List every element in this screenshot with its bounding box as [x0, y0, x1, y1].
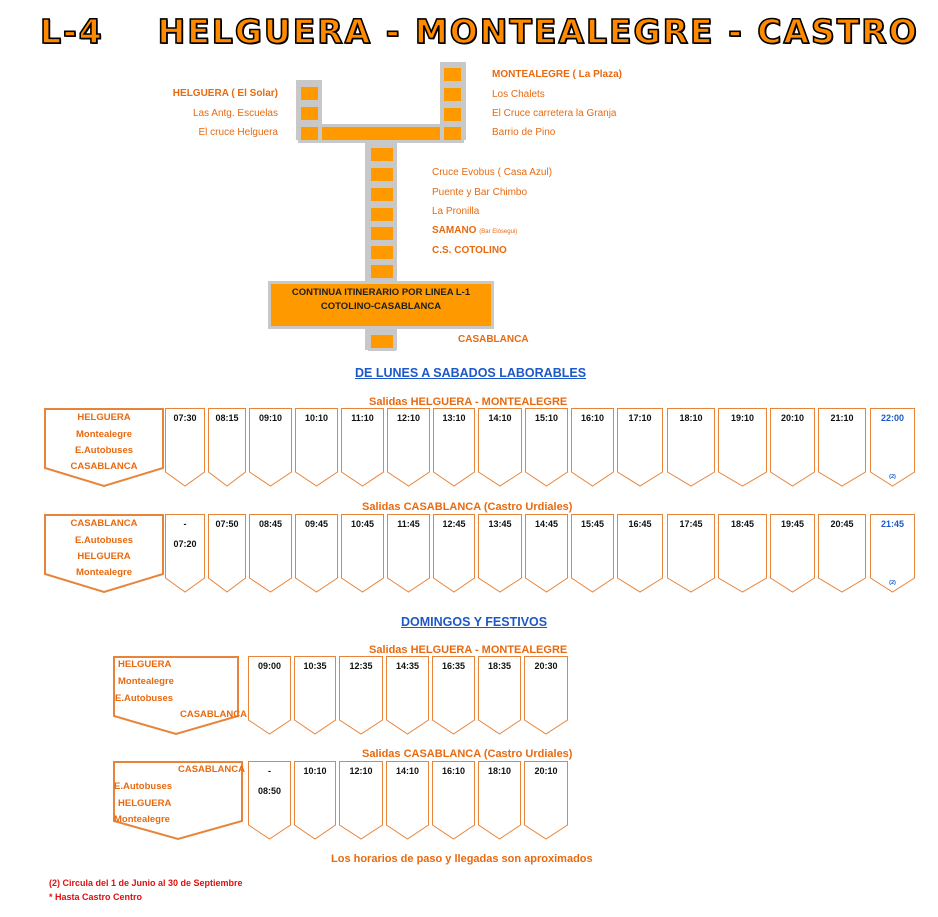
departure-time: 07:20	[173, 539, 197, 549]
departure-time: 11:10	[351, 413, 374, 423]
departure-time-cell	[818, 408, 866, 490]
departure-time-cell	[339, 761, 383, 843]
departure-time-cell	[248, 761, 291, 843]
departure-time-cell	[387, 408, 430, 490]
stop-puente-chimbo: Puente y Bar Chimbo	[432, 187, 528, 198]
departure-time: 16:45	[628, 519, 652, 529]
departure-time-cell	[294, 656, 336, 738]
departure-time: 14:10	[488, 413, 512, 423]
label-line: E.Autobuses	[74, 535, 134, 546]
weekday-out-subhead: Salidas HELGUERA - MONTEALEGRE	[369, 396, 568, 408]
departure-time: 14:45	[534, 519, 559, 529]
departure-time: 12:35	[349, 661, 373, 671]
departure-time: 17:45	[679, 519, 703, 529]
departure-time: 21:45	[880, 519, 905, 529]
stop-marker	[368, 243, 396, 262]
departure-time-cell	[478, 408, 522, 490]
label-line: HELGUERA	[77, 412, 131, 423]
departure-time-cell	[249, 514, 292, 596]
stop-montealegre-plaza: MONTEALEGRE ( La Plaza)	[492, 69, 623, 80]
departure-time: 09:00	[257, 661, 282, 671]
stop-marker	[298, 124, 321, 143]
label-line: HELGUERA	[77, 551, 131, 562]
departure-time-cell	[770, 408, 815, 490]
label-line: E.Autobuses	[114, 781, 173, 792]
weekday-back-subhead: Salidas CASABLANCA (Castro Urdiales)	[362, 501, 573, 513]
departure-time-cell	[341, 514, 384, 596]
departure-time-cell	[667, 408, 715, 490]
stop-los-chalets: Los Chalets	[492, 89, 545, 100]
departure-time: 16:10	[580, 413, 605, 423]
stop-marker	[368, 205, 396, 224]
stop-marker	[368, 224, 396, 243]
label-line: E.Autobuses	[115, 693, 174, 704]
departure-time: 18:10	[487, 766, 512, 776]
departure-time: 18:10	[679, 413, 703, 423]
departure-time-cell	[524, 761, 568, 843]
continua-line1: CONTINUA ITINERARIO POR LINEA L-1	[291, 287, 471, 298]
label-line: E.Autobuses	[74, 445, 134, 456]
departure-time: 12:45	[442, 519, 466, 529]
departure-time-cell	[249, 408, 292, 490]
departure-time: 08:15	[215, 413, 239, 423]
departure-time-cell	[617, 408, 663, 490]
departure-time: 18:45	[730, 519, 755, 529]
departure-time-cell	[386, 656, 429, 738]
departure-time: -	[268, 766, 271, 776]
stop-antiguas-escuelas: Las Antg. Escuelas	[192, 108, 278, 119]
departure-time: 13:10	[442, 413, 466, 423]
departure-time-cell	[165, 514, 205, 596]
seasonal-note-marker: (2)	[889, 474, 896, 480]
footnote-castro-centro: * Hasta Castro Centro	[49, 892, 143, 902]
departure-time: 18:35	[487, 661, 512, 671]
stop-marker	[368, 332, 396, 351]
stop-samano	[432, 225, 517, 238]
departure-time-cell	[524, 656, 568, 738]
departure-time: 11:45	[397, 519, 420, 529]
departure-time-cell	[165, 408, 205, 490]
departure-time-cell	[870, 514, 915, 596]
stop-marker	[441, 124, 464, 143]
departure-time: 14:35	[395, 661, 420, 671]
departure-time-cell	[339, 656, 383, 738]
stop-list-label	[44, 408, 164, 490]
departure-time: 21:10	[830, 413, 854, 423]
label-line: HELGUERA	[118, 659, 172, 670]
departure-time: 12:10	[349, 766, 373, 776]
samano-note: (Bar Elósegui)	[479, 229, 518, 235]
stop-marker	[368, 145, 396, 164]
departure-time-cell	[432, 761, 475, 843]
departure-time-cell	[341, 408, 384, 490]
stop-cruce-helguera: El cruce Helguera	[198, 127, 278, 138]
stop-cruce-evobus: Cruce Evobus ( Casa Azul)	[432, 167, 553, 178]
departure-time: 07:50	[215, 519, 239, 529]
departure-time: 13:45	[488, 519, 512, 529]
samano-label: SAMANO	[432, 225, 477, 236]
departure-time-cell	[870, 408, 915, 490]
departure-time-cell	[478, 514, 522, 596]
stop-marker	[298, 104, 321, 123]
departure-time: 22:00	[880, 413, 905, 423]
departure-time: 20:45	[830, 519, 854, 529]
departure-time: 07:30	[173, 413, 197, 423]
departure-time: 16:35	[441, 661, 466, 671]
label-line: CASABLANCA	[70, 461, 138, 472]
stop-marker	[298, 84, 321, 103]
label-line: CASABLANCA	[177, 764, 245, 775]
departure-time-cell	[478, 656, 521, 738]
continua-line2: COTOLINO-CASABLANCA	[320, 301, 442, 312]
stop-casablanca: CASABLANCA	[458, 334, 529, 345]
departure-time: 20:10	[534, 766, 558, 776]
departure-time: 14:10	[395, 766, 420, 776]
departure-time: 16:10	[441, 766, 466, 776]
stop-list-label	[113, 656, 247, 738]
departure-time: 19:10	[730, 413, 755, 423]
holiday-heading: DOMINGOS Y FESTIVOS	[401, 615, 548, 629]
label-line: Montealegre	[114, 814, 170, 825]
stop-marker	[368, 165, 396, 184]
departure-time: -	[183, 519, 187, 529]
departure-time-cell	[208, 408, 246, 490]
departure-time: 19:45	[780, 519, 805, 529]
departure-time: 15:45	[580, 519, 605, 529]
departure-time-cell	[433, 514, 475, 596]
stop-cs-cotolino: C.S. COTOLINO	[432, 245, 507, 256]
departure-time-cell	[248, 656, 291, 738]
weekday-heading: DE LUNES A SABADOS LABORABLES	[355, 366, 587, 380]
label-line: CASABLANCA	[179, 709, 247, 720]
departure-time: 10:10	[303, 766, 327, 776]
departure-time-cell	[770, 514, 815, 596]
departure-time: 20:30	[534, 661, 558, 671]
departure-time-cell	[571, 408, 614, 490]
departure-time-cell	[433, 408, 475, 490]
line-title: L-4 HELGUERA - MONTEALEGRE - CASTRO	[40, 12, 919, 51]
continua-box	[268, 281, 494, 329]
departure-time-cell	[295, 514, 338, 596]
departure-time: 15:10	[534, 413, 559, 423]
stop-list-label	[44, 514, 164, 596]
stop-marker	[441, 85, 464, 104]
departure-time-cell	[818, 514, 866, 596]
label-line: Montealegre	[76, 567, 132, 578]
departure-time: 08:50	[257, 786, 282, 796]
departure-time-cell	[386, 761, 429, 843]
stop-marker	[441, 105, 464, 124]
label-line: HELGUERA	[118, 798, 172, 809]
stop-la-pronilla: La Pronilla	[432, 206, 480, 217]
departure-time-cell	[295, 408, 338, 490]
connector-bar	[319, 124, 443, 143]
holiday-back-subhead: Salidas CASABLANCA (Castro Urdiales)	[362, 748, 573, 760]
departure-time-cell	[525, 514, 568, 596]
holiday-out-subhead: Salidas HELGUERA - MONTEALEGRE	[369, 644, 568, 656]
departure-time-cell	[478, 761, 521, 843]
departure-time-cell	[718, 514, 767, 596]
departure-time-cell	[667, 514, 715, 596]
seasonal-note-marker: (2)	[889, 580, 896, 586]
departure-time: 20:10	[780, 413, 805, 423]
footnote-seasonal: (2) Circula del 1 de Junio al 30 de Septiembre	[49, 878, 243, 888]
departure-time: 08:45	[258, 519, 283, 529]
stop-marker	[368, 262, 396, 281]
departure-time-cell	[571, 514, 614, 596]
label-line: Montealegre	[118, 676, 174, 687]
departure-time: 10:35	[303, 661, 327, 671]
departure-time: 12:10	[396, 413, 421, 423]
departure-time-cell	[294, 761, 336, 843]
label-line: Montealegre	[76, 429, 132, 440]
departure-time-cell	[387, 514, 430, 596]
departure-time-cell	[617, 514, 663, 596]
departure-time: 09:10	[258, 413, 283, 423]
stop-barrio-pino: Barrio de Pino	[492, 127, 556, 138]
departure-time: 09:45	[304, 519, 329, 529]
departure-time-cell	[432, 656, 475, 738]
departure-time-cell	[525, 408, 568, 490]
stop-marker	[368, 185, 396, 204]
label-line: CASABLANCA	[70, 518, 138, 529]
departure-time-cell	[208, 514, 246, 596]
stop-helguera-solar: HELGUERA ( El Solar)	[172, 88, 278, 99]
stop-marker	[441, 65, 464, 84]
departure-time: 10:45	[350, 519, 375, 529]
stop-cruce-granja: El Cruce carretera la Granja	[492, 108, 617, 119]
stop-list-label	[113, 761, 243, 843]
departure-time: 10:10	[304, 413, 329, 423]
approx-note: Los horarios de paso y llegadas son aproximados	[331, 853, 593, 865]
departure-time-cell	[718, 408, 767, 490]
departure-time: 17:10	[628, 413, 652, 423]
